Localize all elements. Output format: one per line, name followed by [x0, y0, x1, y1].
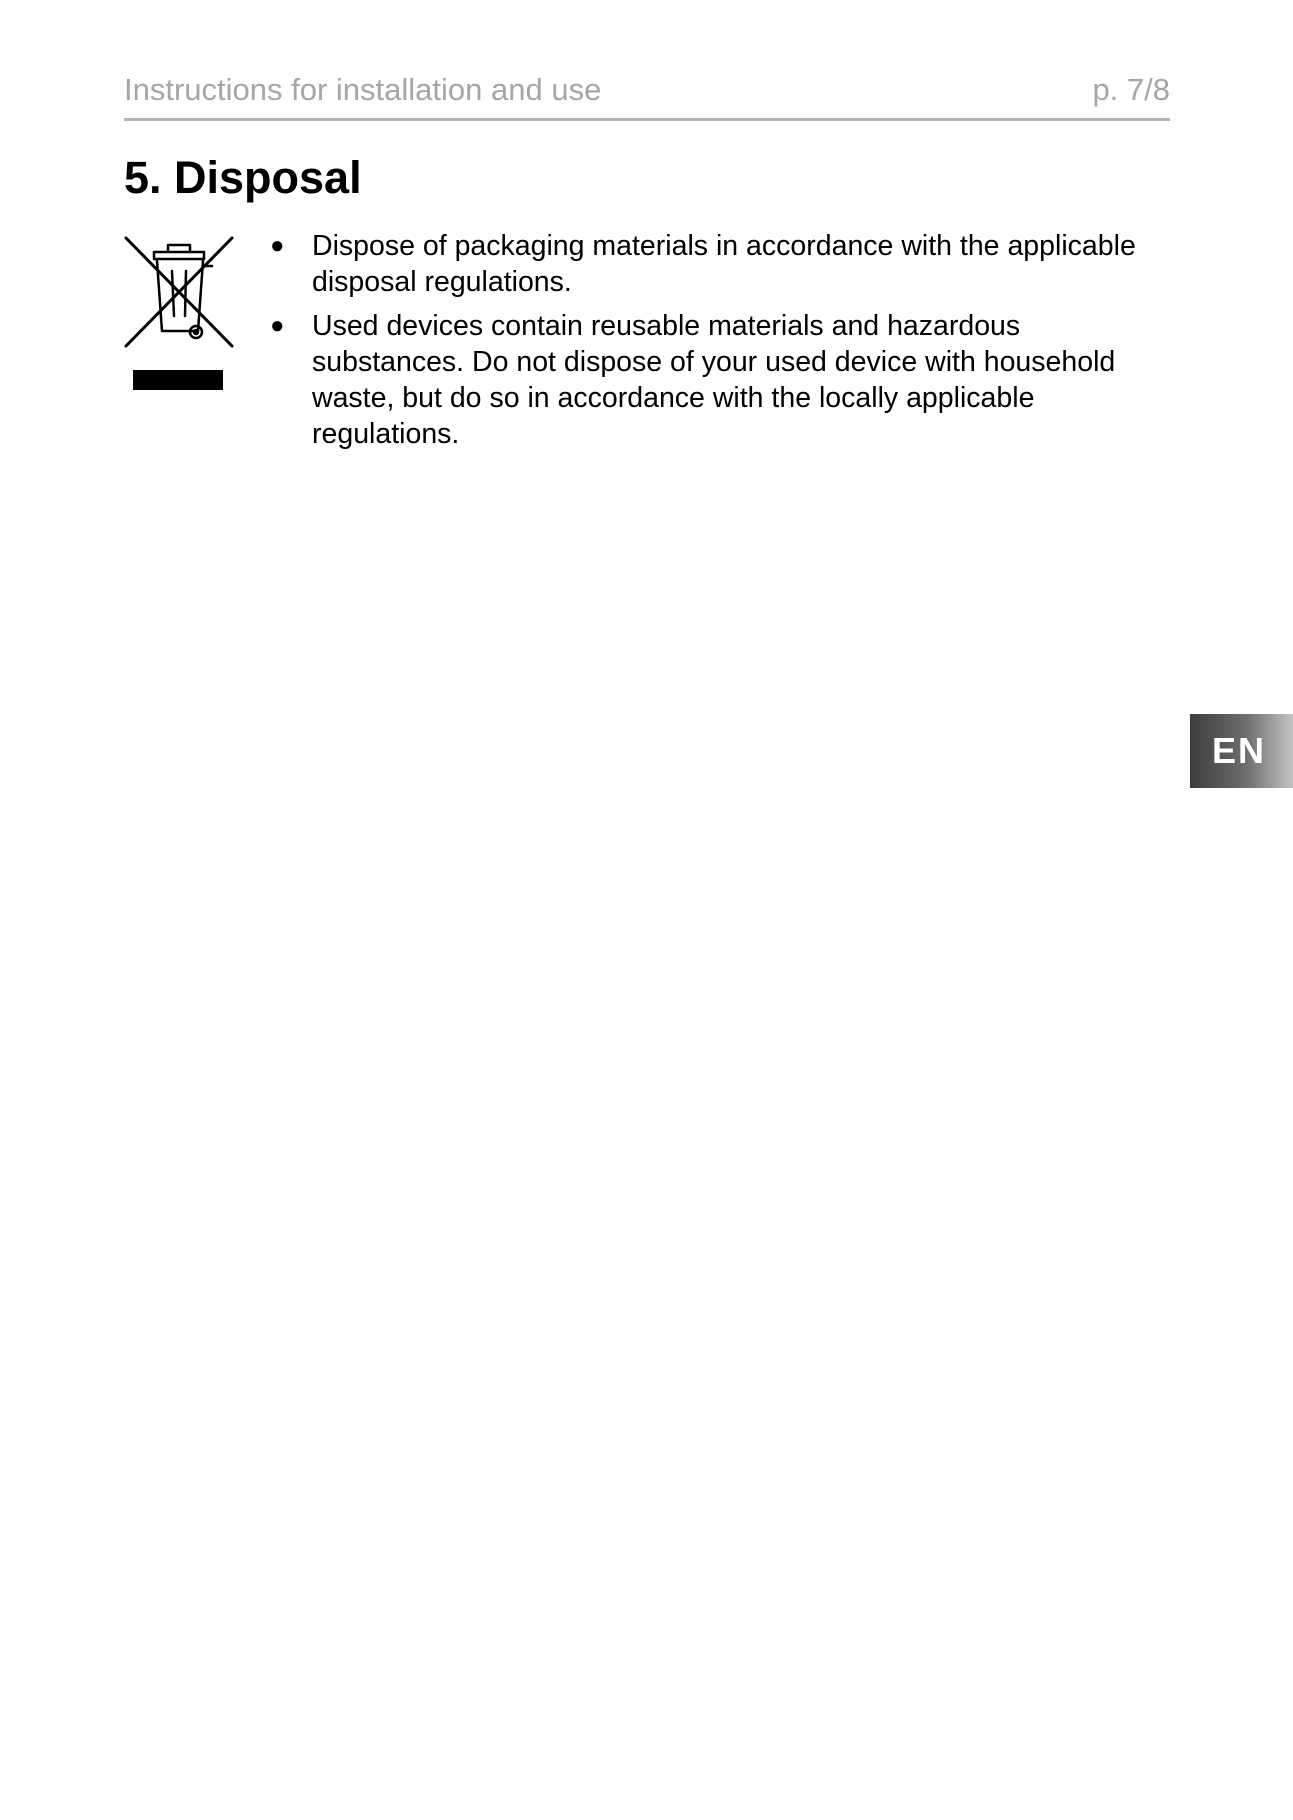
page-header: [124, 70, 1170, 121]
section-heading: 5. Disposal: [124, 152, 362, 203]
crossed-out-wheelie-bin-icon: [124, 236, 236, 392]
language-tab: [1190, 714, 1293, 788]
document-title: Instructions for installation and use: [124, 72, 602, 107]
page-number: p. 7/8: [1092, 72, 1170, 107]
disposal-instructions-list: [270, 228, 1176, 460]
list-item: [270, 228, 1176, 300]
list-item: [270, 308, 1176, 452]
bullet-icon: ●: [270, 312, 285, 339]
bullet-icon: ●: [270, 232, 285, 259]
list-item-text: Dispose of packaging materials in accordance with the applicable disposal regulations.: [312, 230, 1136, 298]
language-tab-label: EN: [1212, 730, 1267, 771]
list-item-text: Used devices contain reusable materials and hazardous substances. Do not dispose of your used device with household waste, but do so in accordance with the locally applicable regulations.: [312, 310, 1116, 450]
